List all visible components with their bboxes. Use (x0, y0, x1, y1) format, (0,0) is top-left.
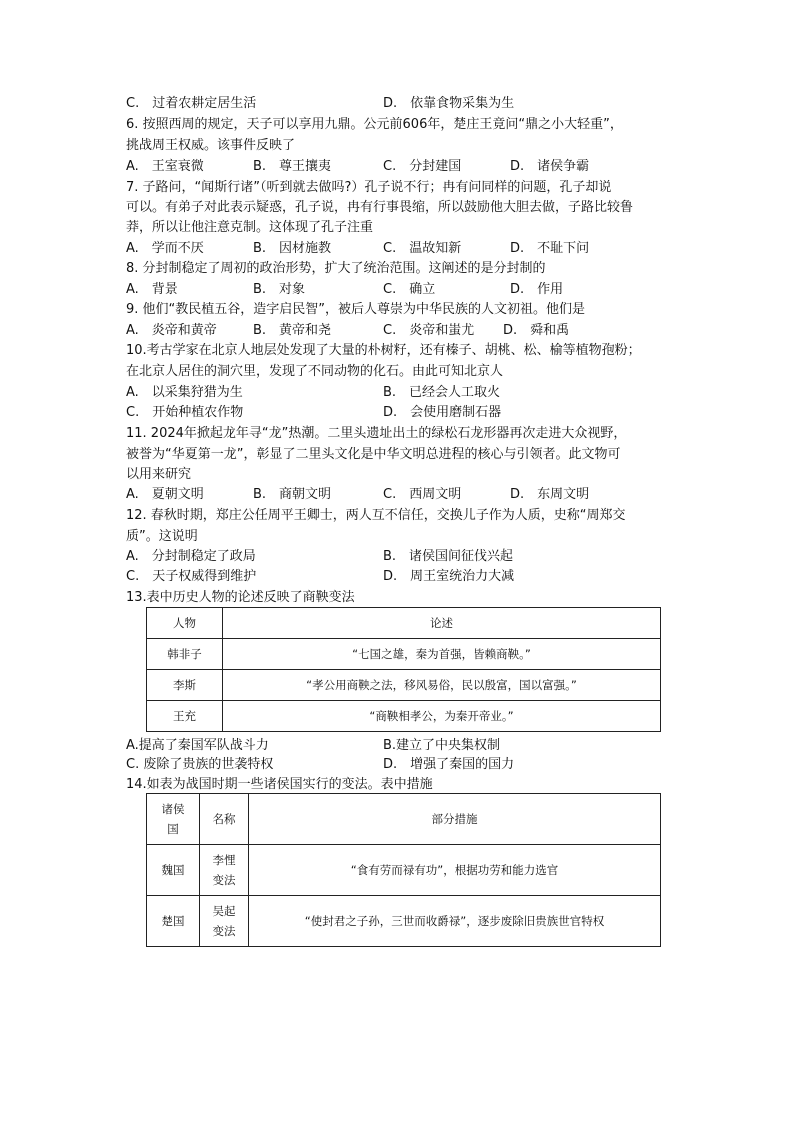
q12-option-d: D. 周王室统治力大减 (383, 569, 515, 584)
q14-table (146, 793, 661, 947)
q12-option-b: B. 诸侯国间征伐兴起 (383, 549, 514, 564)
q7-option-b: B. 因材施教 (253, 241, 332, 256)
q10-option-a: A. 以采集狩猎为生 (126, 385, 243, 400)
q13-stem: 13.表中历史人物的论述反映了商鞅变法 (126, 590, 355, 605)
q11-option-b: B. 商朝文明 (253, 487, 332, 502)
q11-option-a: A. 夏朝文明 (126, 487, 204, 502)
q12-stem-line1: 12. 春秋时期，郑庄公任周平王卿士，两人互不信任，交换儿子作为人质，史称“周郑交 (126, 508, 626, 523)
q9-option-c: C. 炎帝和蚩尤 (383, 323, 475, 338)
q7-stem-line2: 可以。有弟子对此表示疑惑，孔子说，冉有行事畏缩，所以鼓励他大胆去做，子路比较鲁 (126, 200, 634, 215)
person-cell: 王充 (147, 701, 223, 732)
q6-option-d: D. 诸侯争霸 (510, 159, 590, 174)
q13-option-a: A.提高了秦国军队战斗力 (126, 738, 269, 753)
q9-stem: 9. 他们“教民植五谷，造字启民智”，被后人尊崇为中华民族的人文初祖。他们是 (126, 302, 586, 317)
reform-name-line2: 变法 (212, 873, 236, 887)
table-header-row (147, 608, 661, 639)
reform-name-line1: 李悝 (212, 853, 236, 867)
person-cell: 韩非子 (147, 639, 223, 670)
header-state (147, 794, 200, 845)
q11-stem-line2: 被誉为“华夏第一龙”，彰显了二里头文化是中华文明总进程的核心与引领者。此文物可 (126, 447, 621, 462)
q9-option-a: A. 炎帝和黄帝 (126, 323, 217, 338)
q7-option-c: C. 温故知新 (383, 241, 462, 256)
q10-stem-line1: 10.考古学家在北京人地层处发现了大量的朴树籽，还有榛子、胡桃、松、榆等植物孢粉； (126, 343, 641, 358)
q12-option-c: C. 天子权威得到维护 (126, 569, 257, 584)
reform-name-line1: 吴起 (212, 904, 236, 918)
q10-option-b: B. 已经会人工取火 (383, 385, 501, 400)
q14-stem: 14.如表为战国时期一些诸侯国实行的变法。表中措施 (126, 777, 433, 792)
q8-option-a: A. 背景 (126, 282, 178, 297)
q10-option-c: C. 开始种植农作物 (126, 405, 244, 420)
q6-option-b: B. 尊王攘夷 (253, 159, 332, 174)
q13-option-b: B.建立了中央集权制 (383, 738, 501, 753)
reform-name-cell (200, 845, 249, 896)
q9-option-d: D. 舜和禹 (503, 323, 570, 338)
table-row (147, 845, 661, 896)
state-cell: 楚国 (147, 896, 200, 947)
statement-cell: “商鞅相孝公，为秦开帝业。” (223, 701, 661, 732)
statement-cell: “孝公用商鞅之法，移风易俗，民以殷富，国以富强。” (223, 670, 661, 701)
q10-option-d: D. 会使用磨制石器 (383, 405, 502, 420)
q8-stem: 8. 分封制稳定了周初的政治形势，扩大了统治范围。这阐述的是分封制的 (126, 261, 546, 276)
q7-option-a: A. 学而不厌 (126, 241, 204, 256)
header-person: 人物 (147, 608, 223, 639)
header-statement: 论述 (223, 608, 661, 639)
q11-option-c: C. 西周文明 (383, 487, 462, 502)
q6-option-a: A. 王室衰微 (126, 159, 204, 174)
table-header-row (147, 794, 661, 845)
q7-stem-line1: 7. 子路问，“闻斯行诸”（听到就去做吗?）孔子说不行；冉有问同样的问题，孔子却说 (126, 180, 612, 195)
q8-option-b: B. 对象 (253, 282, 306, 297)
q7-option-d: D. 不耻下问 (510, 241, 590, 256)
header-state-line2: 国 (167, 822, 179, 836)
q8-option-d: D. 作用 (510, 282, 564, 297)
measures-cell: “食有劳而禄有功”，根据功劳和能力选官 (249, 845, 661, 896)
table-row (147, 670, 661, 701)
header-state-line1: 诸侯 (161, 802, 185, 816)
q13-option-c: C. 废除了贵族的世袭特权 (126, 757, 274, 772)
q9-option-b: B. 黄帝和尧 (253, 323, 332, 338)
q10-stem-line2: 在北京人居住的洞穴里，发现了不同动物的化石。由此可知北京人 (126, 364, 504, 379)
q12-stem-line2: 质”。这说明 (126, 529, 198, 544)
header-name: 名称 (200, 794, 249, 845)
q7-stem-line3: 莽，所以让他注意克制。这体现了孔子注重 (126, 220, 374, 235)
table-row (147, 701, 661, 732)
q13-option-d: D. 增强了秦国的国力 (383, 757, 515, 772)
table-row (147, 639, 661, 670)
q5-option-d: D. 依靠食物采集为生 (383, 96, 515, 111)
q12-option-a: A. 分封制稳定了政局 (126, 549, 256, 564)
table-row (147, 896, 661, 947)
reform-name-line2: 变法 (212, 924, 236, 938)
q6-stem-line1: 6. 按照西周的规定，天子可以享用九鼎。公元前606年，楚庄王竟问“鼎之小大轻重”， (126, 117, 623, 132)
state-cell: 魏国 (147, 845, 200, 896)
person-cell: 李斯 (147, 670, 223, 701)
statement-cell: “七国之雄，秦为首强，皆赖商鞅。” (223, 639, 661, 670)
q5-option-c: C. 过着农耕定居生活 (126, 96, 257, 111)
q13-table (146, 607, 661, 732)
q8-option-c: C. 确立 (383, 282, 436, 297)
q11-stem-line3: 以用来研究 (126, 467, 192, 482)
reform-name-cell (200, 896, 249, 947)
q6-stem-line2: 挑战周王权威。该事件反映了 (126, 138, 296, 153)
q11-option-d: D. 东周文明 (510, 487, 590, 502)
header-measures: 部分措施 (249, 794, 661, 845)
measures-cell: “使封君之子孙，三世而收爵禄”，逐步废除旧贵族世官特权 (249, 896, 661, 947)
q11-stem-line1: 11. 2024年掀起龙年寻“龙”热潮。二里头遗址出土的绿松石龙形器再次走进大众视野， (126, 426, 627, 441)
q6-option-c: C. 分封建国 (383, 159, 462, 174)
